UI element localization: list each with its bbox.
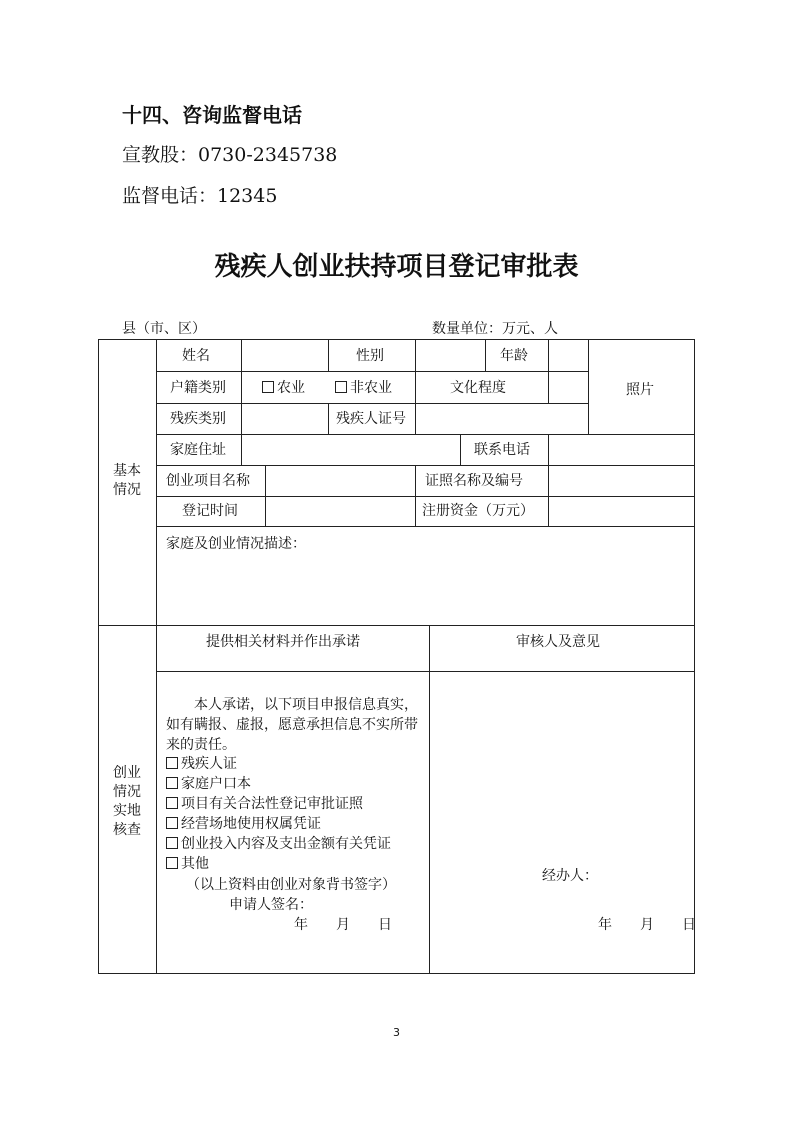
disability-type-label: 残疾类别: [170, 411, 226, 427]
handler-label: 经办人：: [542, 868, 598, 884]
checkbox-icon: [166, 797, 178, 809]
form-title: 残疾人创业扶持项目登记审批表: [214, 252, 579, 282]
checklist-item[interactable]: 家庭户口本: [166, 774, 391, 794]
project-name-label: 创业项目名称: [166, 473, 250, 489]
agri-checkbox[interactable]: [262, 379, 305, 397]
reviewer-date: 年 月 日: [598, 917, 696, 933]
checkbox-icon: [166, 857, 178, 869]
verification-group-label: 创业情况实地核查: [113, 765, 141, 838]
unit-label: 数量单位：万元、人: [432, 321, 558, 337]
capital-label: 注册资金（万元）: [422, 503, 534, 519]
promise-text: 本人承诺，以下项目申报信息真实，如有瞒报、虚报，愿意承担信息不实所带来的责任。: [166, 697, 418, 753]
name-label: 姓名: [182, 348, 210, 364]
page-number: 3: [393, 1026, 400, 1039]
checklist-item[interactable]: 经营场地使用权属凭证: [166, 814, 391, 834]
materials-note: （以上资料由创业对象背书签字）: [186, 877, 396, 893]
checklist-item[interactable]: 其他: [166, 854, 391, 874]
gender-label: 性别: [356, 348, 384, 364]
applicant-date: 年 月 日: [294, 917, 392, 933]
applicant-signature: 申请人签名：: [229, 897, 313, 913]
checkbox-icon: [262, 381, 274, 393]
supervision-phone: 监督电话：12345: [122, 185, 278, 207]
checklist-item[interactable]: 项目有关合法性登记审批证照: [166, 794, 391, 814]
license-label: 证照名称及编号: [425, 473, 523, 489]
section-title: 十四、咨询监督电话: [122, 103, 302, 127]
checklist-item[interactable]: 残疾人证: [166, 754, 391, 774]
reg-time-label: 登记时间: [182, 503, 238, 519]
checkbox-icon: [335, 381, 347, 393]
checklist-item[interactable]: 创业投入内容及支出金额有关凭证: [166, 834, 391, 854]
non-agri-checkbox[interactable]: [335, 379, 392, 397]
phone-label: 联系电话: [474, 442, 530, 458]
agri-option-label: 农业: [277, 380, 305, 396]
disability-cert-label: 残疾人证号: [336, 411, 406, 427]
age-label: 年龄: [500, 348, 528, 364]
materials-header: 提供相关材料并作出承诺: [206, 634, 360, 650]
checkbox-icon: [166, 817, 178, 829]
non-agri-option-label: 非农业: [350, 380, 392, 396]
reviewer-header: 审核人及意见: [516, 634, 600, 650]
propaganda-phone: 宣教股：0730-2345738: [122, 144, 338, 166]
checkbox-icon: [166, 837, 178, 849]
basic-info-group-label: 基本情况: [113, 463, 141, 498]
household-type-label: 户籍类别: [170, 380, 226, 396]
county-label: 县（市、区）: [122, 321, 206, 337]
checkbox-icon: [166, 757, 178, 769]
education-label: 文化程度: [450, 380, 506, 396]
description-label: 家庭及创业情况描述：: [166, 536, 306, 552]
checklist: [166, 754, 391, 874]
photo-label: 照片: [626, 382, 654, 398]
checkbox-icon: [166, 777, 178, 789]
address-label: 家庭住址: [170, 442, 226, 458]
